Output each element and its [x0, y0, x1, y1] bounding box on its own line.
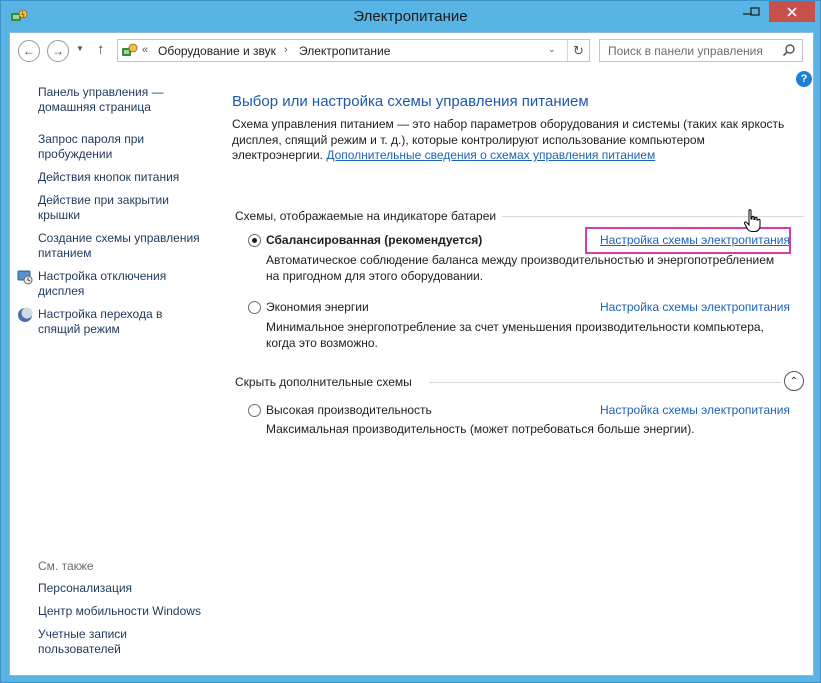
see-also-user-accounts[interactable] — [38, 627, 127, 657]
plan-balanced-name[interactable]: Сбалансированная (рекомендуется) — [266, 233, 483, 247]
sidebar-item-display-off[interactable] — [38, 269, 166, 299]
group-divider — [429, 382, 781, 383]
hidden-plans-group-header[interactable]: Скрыть дополнительные схемы — [235, 375, 412, 389]
sidebar-item-label: Действие при закрытии крышки — [38, 193, 169, 222]
sleep-moon-icon — [17, 307, 33, 323]
sidebar-item-sleep[interactable] — [38, 307, 162, 337]
maximize-icon — [750, 7, 760, 17]
see-also-personalization[interactable] — [38, 581, 132, 596]
address-bar[interactable] — [117, 39, 590, 62]
back-arrow-icon: ← — [23, 44, 35, 58]
tasks-sidebar — [10, 69, 220, 675]
plan-power-saver-settings-link[interactable]: Настройка схемы электропитания — [600, 300, 790, 314]
intro-text: Схема управления питанием — это набор параметров оборудования и системы (таких как яркость дисплея, спящий режим и т. д.), которые контролируют использование компьютером электроэнергии. — [232, 117, 785, 162]
plan-high-performance-settings-link[interactable]: Настройка схемы электропитания — [600, 403, 790, 417]
plan-high-performance-description: Максимальная производительность (может потребоваться больше энергии). — [266, 422, 695, 436]
see-also-label: Учетные записи пользователей — [38, 627, 127, 656]
forward-arrow-icon: → — [52, 44, 64, 58]
navigation-bar — [10, 33, 813, 69]
maximize-button[interactable] — [741, 1, 768, 22]
see-also-heading: См. также — [38, 559, 94, 573]
hidden-path-icon[interactable]: « — [142, 44, 149, 56]
up-level-button[interactable]: ↑ — [97, 41, 105, 58]
plan-power-saver-description: Минимальное энергопотребление за счет уменьшения производительности компьютера, когда это возможно. — [266, 320, 764, 350]
search-icon[interactable] — [782, 43, 796, 57]
hand-cursor-icon — [743, 209, 761, 233]
plan-power-saver-name[interactable]: Экономия энергии — [266, 300, 369, 314]
plan-high-performance-radio[interactable] — [248, 404, 261, 417]
recent-locations-dropdown[interactable]: ▼ — [76, 44, 84, 53]
forward-button[interactable] — [47, 40, 69, 62]
battery-plans-group-header: Схемы, отображаемые на индикаторе батареи — [235, 209, 497, 223]
sidebar-item-label: Действия кнопок питания — [38, 170, 180, 184]
sidebar-item-lid-close[interactable] — [38, 193, 169, 223]
window-title: Электропитание — [353, 8, 468, 25]
search-input[interactable] — [600, 40, 780, 61]
help-icon[interactable]: ? — [796, 71, 812, 87]
sidebar-item-label: Панель управления — домашняя страница — [38, 85, 164, 114]
sidebar-item-create-plan[interactable] — [38, 231, 200, 261]
more-info-link[interactable]: Дополнительные сведения о схемах управления питанием — [326, 148, 656, 162]
sidebar-item-label: Создание схемы управления питанием — [38, 231, 200, 260]
sidebar-item-label: Настройка отключения дисплея — [38, 269, 167, 298]
plan-balanced-radio[interactable] — [248, 234, 261, 247]
sidebar-item-power-buttons[interactable] — [38, 170, 179, 185]
intro-paragraph — [232, 117, 792, 164]
plan-power-saver-radio[interactable] — [248, 301, 261, 314]
plan-balanced-settings-link[interactable]: Настройка схемы электропитания — [600, 233, 790, 247]
page-title: Выбор или настройка схемы управления питанием — [232, 93, 589, 110]
plan-high-performance-name[interactable]: Высокая производительность — [266, 403, 432, 417]
search-box[interactable] — [599, 39, 803, 62]
refresh-icon: ↻ — [573, 42, 584, 58]
address-dropdown-icon[interactable]: ⌄ — [548, 44, 556, 54]
refresh-button[interactable] — [567, 40, 589, 61]
sidebar-item-label: Запрос пароля при пробуждении — [38, 132, 145, 161]
control-panel-icon — [121, 42, 138, 59]
title-bar[interactable] — [1, 1, 820, 32]
see-also-mobility-center[interactable] — [38, 604, 201, 619]
control-panel-content — [9, 32, 814, 676]
sidebar-item-control-panel-home[interactable] — [38, 85, 164, 115]
see-also-label: Персонализация — [38, 581, 133, 595]
back-button[interactable] — [18, 40, 40, 62]
main-content — [232, 69, 813, 675]
sidebar-item-wake-password[interactable] — [38, 132, 144, 162]
close-icon — [787, 7, 797, 17]
sidebar-item-label: Настройка перехода в спящий режим — [38, 307, 163, 336]
close-button[interactable] — [769, 1, 815, 22]
display-settings-icon — [17, 269, 33, 285]
breadcrumb-separator-icon[interactable]: › — [284, 44, 288, 56]
breadcrumb-power-options[interactable]: Электропитание — [299, 44, 391, 58]
see-also-label: Центр мобильности Windows — [38, 604, 201, 618]
breadcrumb-hardware-and-sound[interactable]: Оборудование и звук — [158, 44, 276, 58]
collapse-chevron-up-icon[interactable]: ⌃ — [784, 371, 804, 391]
plan-balanced-description: Автоматическое соблюдение баланса между производительностью и энергопотреблением на пригодном для этого оборудовании. — [266, 253, 775, 283]
